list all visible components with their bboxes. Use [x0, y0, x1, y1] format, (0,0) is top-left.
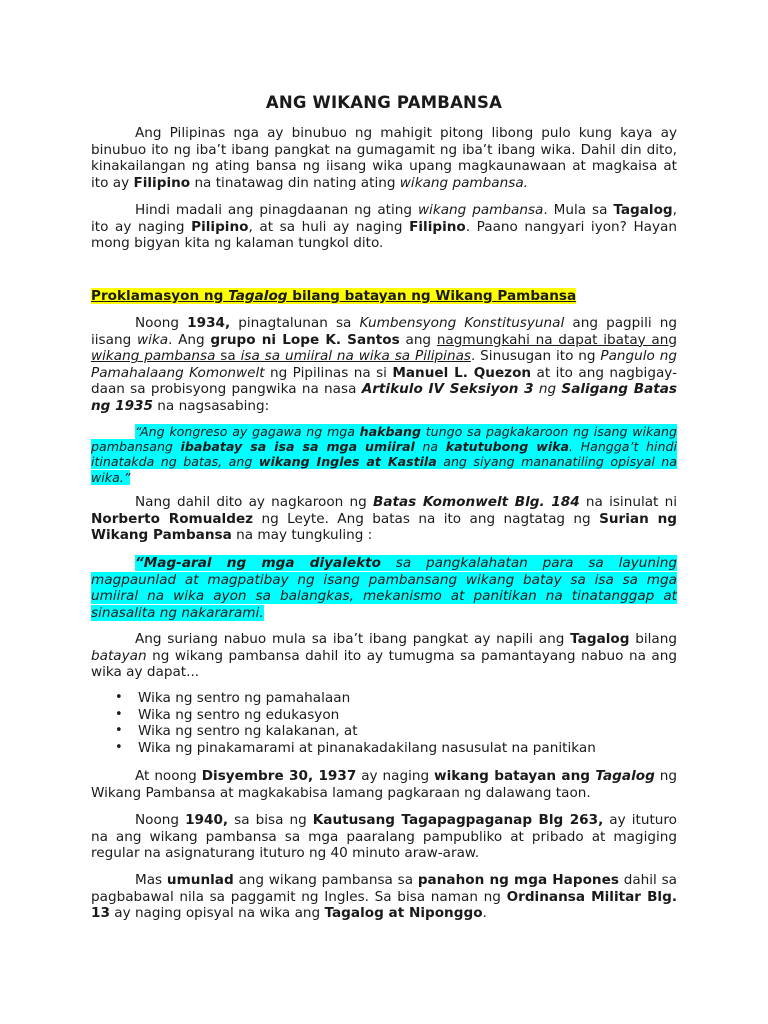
- institute-mandate-quote: [91, 555, 677, 621]
- text: At noong: [135, 768, 202, 784]
- text: dahil sa pagbabawal nila sa paggamit ng Ingles. Sa bisa naman ng: [91, 872, 678, 905]
- underlined-italic-text: isa sa umiiral na wika sa Pilipinas: [240, 348, 471, 365]
- text: na nagsasabing:: [152, 397, 270, 414]
- italic-text: wikang pambansa: [417, 202, 544, 218]
- text: Proklamasyon ng: [91, 288, 229, 304]
- bold-text: Tagalog: [613, 202, 673, 218]
- bullet-icon: •: [115, 723, 123, 738]
- underlined-text: sa: [215, 348, 241, 365]
- section-heading: [91, 288, 576, 304]
- text: ng wikang pambansa dahil ito ay tumugma sa pamantayang nabuo na ang wika ay dapat...: [91, 647, 677, 681]
- italic-text: . Hangga’t hindi itinatakda ng batas, ang: [91, 439, 678, 470]
- bullet-icon: •: [115, 706, 123, 722]
- text: na isinulat ni: [579, 494, 677, 510]
- bold-text: Filipino: [133, 174, 191, 191]
- italic-text: ng: [533, 381, 562, 398]
- bold-italic-text: katutubong wika: [445, 439, 570, 455]
- text: Ang Pilipinas nga ay binubuo ng mahigit pitong libong pulo kung kaya ay binubuo ito ng iba’t ibang pangkat na gumagamit ng iba’t ibang wika. Dahil din dito, kinakailangan ng ating bansa ng iisang wika upang magkaunawaan at magkaisa at ito ay: [91, 125, 677, 191]
- italic-text: ang siyang mananatiling opisyal na wika.”: [91, 454, 678, 485]
- text: ng Wikang Pambansa at magkakabisa lamang pagkaraan ng dalawang taon.: [91, 768, 677, 801]
- italic-text: “Ang kongreso ay gagawa ng mga: [135, 424, 360, 439]
- list-item: [91, 723, 677, 740]
- bold-text: 1940,: [185, 812, 229, 828]
- text: ang wikang pambansa sa: [233, 872, 418, 888]
- italic-text: batayan: [91, 647, 147, 664]
- list-item: [91, 707, 677, 724]
- text: .: [482, 905, 487, 922]
- text: ng Leyte. Ang batas na ito ang nagtatag ng: [253, 510, 600, 527]
- bold-text: Tagalog: [570, 631, 630, 647]
- list-item-text: Wika ng sentro ng edukasyon: [138, 706, 340, 723]
- bold-text: Disyembre 30, 1937: [201, 768, 357, 784]
- bold-text: Kautusang Tagapagpaganap Blg 263,: [312, 812, 604, 828]
- history-paragraph: [91, 202, 677, 252]
- bold-text: Tagalog at Niponggo: [324, 905, 483, 922]
- 1940-paragraph: [91, 812, 677, 862]
- italic-text: na: [414, 439, 446, 455]
- bold-italic-text: Saligang Batas ng 1935: [91, 381, 678, 414]
- text: Nang dahil dito ay nagkaroon ng: [135, 494, 373, 510]
- text: bilang: [629, 631, 678, 647]
- list-item-text: Wika ng sentro ng kalakanan, at: [138, 723, 358, 739]
- bold-text: grupo ni Lope K. Santos: [210, 331, 400, 348]
- bold-italic-text: hakbang: [359, 424, 421, 439]
- text: ang pagpili ng iisang: [91, 315, 677, 348]
- bold-text: Pilipino: [191, 218, 249, 235]
- italic-text: tungo sa pagkakaroon ng isang wikang pambansang: [91, 424, 677, 455]
- bold-italic-text: Tagalog: [595, 768, 655, 784]
- bold-italic-text: ibabatay sa isa sa mga umiiral: [180, 439, 415, 455]
- 1937-paragraph: [91, 768, 677, 801]
- italic-text: sa pangkalahatan para sa layuning magpaunlad at magpatibay ng isang pambansang wikang batay sa isa sa mga umiiral na wika ayon sa balangkas, mekanismo at panitikan na tinatanggap at sinasalita ng nakararami.: [91, 555, 677, 621]
- text: ay naging opisyal na wika ang: [109, 905, 325, 922]
- text: ay naging: [356, 768, 435, 784]
- italic-text: wika: [136, 331, 169, 348]
- text: . Ang: [168, 331, 211, 348]
- list-item: [91, 690, 677, 707]
- constitution-quote: [91, 424, 677, 485]
- list-item: [91, 740, 677, 757]
- text: na tinatawag din nating ating: [190, 174, 400, 191]
- text: Noong: [135, 812, 186, 828]
- text: Hindi madali ang pinagdaanan ng ating: [135, 202, 418, 218]
- text: ay ituturo na ang wikang pambansa sa mga paaralang pampubliko at pribado at magiging regular na asignaturang ituturo ng 40 minuto araw-araw.: [91, 812, 678, 862]
- list-item-text: Wika ng pinakamarami at pinanakadakilang nasusulat na panitikan: [138, 739, 596, 756]
- text: Ang suriang nabuo mula sa iba’t ibang pangkat ay napili ang: [135, 631, 571, 647]
- criteria-paragraph: [91, 631, 677, 681]
- text: Noong: [135, 315, 188, 331]
- bold-italic-text: wikang Ingles at Kastila: [258, 454, 437, 470]
- bold-text: Ordinansa Militar Blg. 13: [91, 888, 677, 922]
- text: ang: [399, 331, 437, 348]
- text: , ito ay naging: [91, 202, 677, 235]
- italic-text: Kumbensyong Konstitusyunal: [359, 315, 565, 331]
- text: sa bisa ng: [228, 812, 313, 828]
- bold-text: umunlad: [166, 872, 234, 888]
- bold-text: Filipino: [409, 218, 466, 235]
- bold-italic-text: Artikulo IV Seksiyon 3: [361, 381, 534, 398]
- text: bilang batayan ng Wikang Pambansa: [287, 288, 577, 304]
- list-item-text: Wika ng sentro ng pamahalaan: [138, 690, 351, 706]
- bold-text: 1934,: [187, 315, 231, 331]
- italic-text: Tagalog: [228, 288, 288, 304]
- bold-italic-text: “Mag-aral ng mga diyalekto: [135, 555, 381, 571]
- text: ng Pipilinas na si: [264, 364, 393, 381]
- criteria-list: [91, 690, 677, 756]
- text: . Sinusugan ito ng: [470, 348, 601, 365]
- text: na may tungkuling :: [231, 527, 373, 544]
- text: at ito ang nagbigay-daan sa probisyong pangwika na nasa: [91, 364, 678, 398]
- underlined-italic-text: wikang pambansa: [91, 348, 216, 365]
- page-title: ANG WIKANG PAMBANSA: [265, 93, 503, 112]
- bullet-icon: •: [115, 690, 123, 705]
- bold-text: Surian ng Wikang Pambansa: [91, 510, 678, 544]
- text: pinagtalunan sa: [230, 315, 360, 331]
- bullet-icon: •: [115, 739, 123, 755]
- bold-text: wikang batayan ang: [434, 768, 596, 784]
- text: , at sa huli ay naging: [248, 218, 410, 235]
- italic-text: Pangulo ng Pamahalaang Komonwelt: [91, 348, 677, 381]
- intro-paragraph: [91, 125, 677, 191]
- underlined-text: nagmungkahi na dapat ibatay ang: [436, 331, 678, 348]
- italic-text: wikang pambansa.: [399, 174, 528, 191]
- proclamation-paragraph: [91, 315, 677, 415]
- commonwealth-law-paragraph: [91, 494, 677, 544]
- bold-text: panahon ng mga Hapones: [417, 872, 619, 888]
- text: Mas: [135, 872, 167, 888]
- bold-text: Manuel L. Quezon: [392, 364, 532, 381]
- bold-italic-text: Batas Komonwelt Blg. 184: [372, 494, 580, 510]
- text: . Mula sa: [543, 202, 614, 218]
- japanese-era-paragraph: [91, 872, 677, 922]
- bold-text: Norberto Romualdez: [91, 510, 254, 527]
- text: . Paano nangyari iyon? Hayan mong bigyan kita ng kalaman tungkol dito.: [91, 218, 678, 252]
